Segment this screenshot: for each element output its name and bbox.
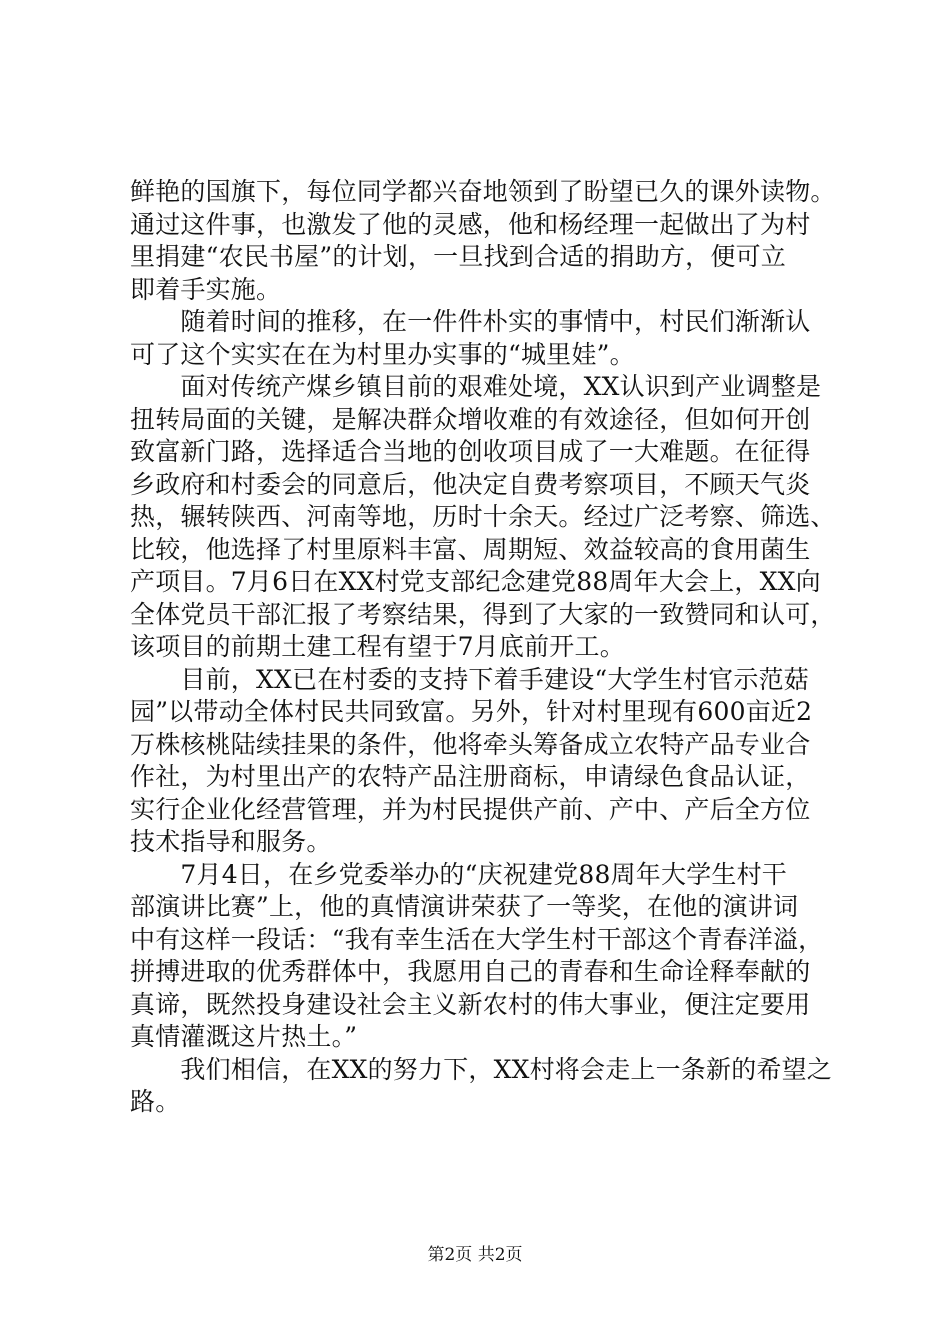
text-line: 随着时间的推移，在一件件朴实的事情中，村民们渐渐认 — [130, 307, 811, 336]
text-line: 7月4日，在乡党委举办的“庆祝建党88周年大学生村干 — [130, 859, 788, 889]
text-line: 全体党员干部汇报了考察结果，得到了大家的一致赞同和认可， — [130, 599, 836, 629]
text-line: 通过这件事，也激发了他的灵感，他和杨经理一起做出了为村 — [130, 209, 811, 239]
page-footer: 第2页 共2页 — [427, 1245, 523, 1265]
text-line: 路。 — [130, 1087, 181, 1116]
text-line: 真谛，既然投身建设社会主义新农村的伟大事业，便注定要用 — [130, 989, 811, 1019]
text-line: 该项目的前期土建工程有望于7月底前开工。 — [130, 632, 625, 661]
text-line: 面对传统产煤乡镇目前的艰难处境，XX认识到产业调整是 — [130, 372, 822, 401]
text-line: 乡政府和村委会的同意后，他决定自费考察项目，不顾天气炎 — [130, 469, 811, 499]
text-line: 技术指导和服务。 — [130, 827, 332, 856]
text-line: 扭转局面的关键，是解决群众增收难的有效途径，但如何开创 — [130, 404, 811, 434]
text-line: 真情灌溉这片热土。” — [130, 1022, 358, 1051]
text-line: 鲜艳的国旗下，每位同学都兴奋地领到了盼望已久的课外读物。 — [130, 177, 836, 206]
text-line: 里捐建“农民书屋”的计划，一旦找到合适的捐助方，便可立 — [130, 242, 786, 271]
text-line: 实行企业化经营管理，并为村民提供产前、产中、产后全方位 — [130, 794, 811, 824]
text-line: 我们相信，在XX的努力下，XX村将会走上一条新的希望之 — [130, 1054, 832, 1084]
text-line: 可了这个实实在在为村里办实事的“城里娃”。 — [130, 339, 635, 369]
text-line: 万株核桃陆续挂果的条件，他将牵头筹备成立农特产品专业合 — [130, 729, 811, 759]
text-line: 中有这样一段话：“我有幸生活在大学生村干部这个青春洋溢， — [130, 924, 824, 954]
text-line: 目前，XX已在村委的支持下着手建设“大学生村官示范菇 — [130, 664, 809, 694]
text-line: 部演讲比赛”上，他的真情演讲荣获了一等奖，在他的演讲词 — [130, 892, 799, 921]
text-line: 产项目。7月6日在XX村党支部纪念建党88周年大会上，XX向 — [130, 567, 821, 596]
text-line: 拼搏进取的优秀群体中，我愿用自己的青春和生命诠释奉献的 — [130, 957, 811, 986]
text-line: 园”以带动全体村民共同致富。另外，针对村里现有600亩近2 — [130, 697, 813, 726]
text-line: 即着手实施。 — [130, 274, 282, 304]
text-line: 比较，他选择了村里原料丰富、周期短、效益较高的食用菌生 — [130, 534, 811, 564]
text-line: 热，辗转陕西、河南等地，历时十余天。经过广泛考察、筛选、 — [130, 502, 836, 531]
text-line: 作社，为村里出产的农特产品注册商标，申请绿色食品认证， — [130, 762, 811, 791]
text-line: 致富新门路，选择适合当地的创收项目成了一大难题。在征得 — [130, 437, 811, 466]
